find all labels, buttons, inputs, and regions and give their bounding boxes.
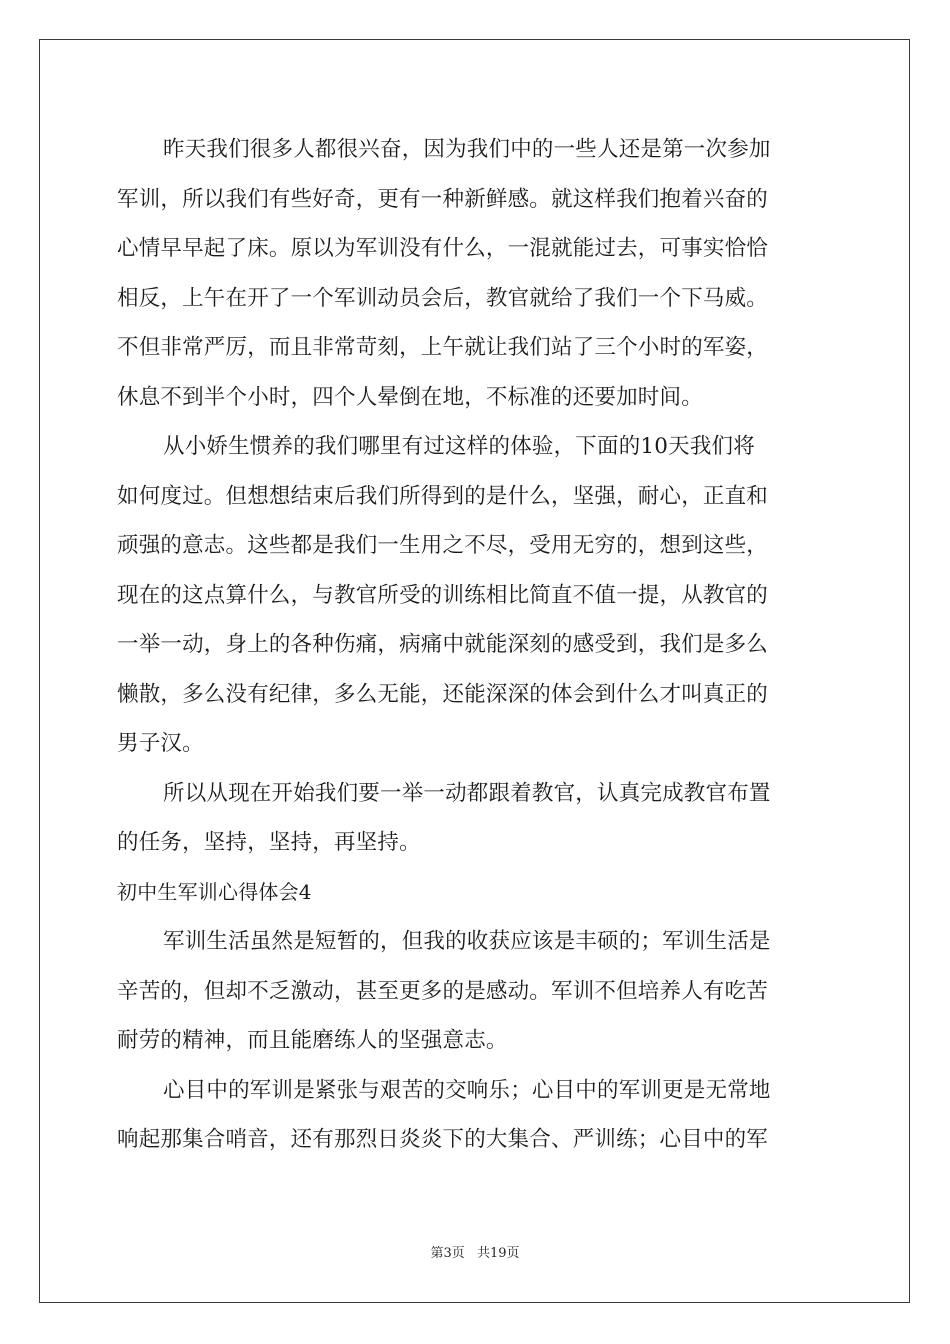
paragraph-line: 昨天我们很多人都很兴奋，因为我们中的一些人还是第一次参加 (163, 137, 771, 162)
paragraph-line: 心情早早起了床。原以为军训没有什么，一混就能过去，可事实恰恰 (117, 236, 769, 261)
document-body (117, 125, 835, 1165)
paragraph-line: 休息不到半个小时，四个人晕倒在地，不标准的还要加时间。 (117, 384, 703, 410)
paragraph-line: 军训，所以我们有些好奇，更有一种新鲜感。就这样我们抱着兴奋的 (117, 186, 769, 212)
paragraph-line: 耐劳的精神，而且能磨练人的坚强意志。 (117, 1028, 508, 1053)
paragraph-line: 军训生活虽然是短暂的，但我的收获应该是丰硕的；军训生活是 (163, 929, 771, 954)
paragraph-line: 不但非常严厉，而且非常苛刻，上午就让我们站了三个小时的军姿， (117, 335, 769, 360)
paragraph-line: 懒散，多么没有纪律，多么无能，还能深深的体会到什么才叫真正的 (117, 681, 769, 707)
paragraph-line: 辛苦的，但却不乏激动，甚至更多的是感动。军训不但培养人有吃苦 (117, 978, 769, 1004)
paragraph-line: 一举一动，身上的各种伤痛，病痛中就能深刻的感受到，我们是多么 (117, 632, 769, 657)
section-heading: 初中生军训心得体会4 (117, 879, 312, 904)
paragraph-line: 心目中的军训是紧张与艰苦的交响乐；心目中的军训更是无常地 (163, 1077, 771, 1103)
page-footer (0, 1242, 950, 1261)
paragraph-line: 相反，上午在开了一个军训动员会后，教官就给了我们一个下马威。 (117, 285, 769, 311)
page-total: 共19页 (476, 1246, 520, 1261)
paragraph-line: 所以从现在开始我们要一举一动都跟着教官，认真完成教官布置 (163, 780, 771, 806)
paragraph-line: 从小娇生惯养的我们哪里有过这样的体验，下面的10天我们将 (163, 434, 755, 459)
page-number: 第3页 (430, 1246, 465, 1261)
paragraph-line: 男子汉。 (117, 731, 204, 756)
paragraph-line: 响起那集合哨音，还有那烈日炎炎下的大集合、严训练；心目中的军 (117, 1127, 769, 1152)
paragraph-line: 现在的这点算什么，与教官所受的训练相比简直不值一提，从教官的 (117, 582, 769, 608)
paragraph-line: 顽强的意志。这些都是我们一生用之不尽，受用无穷的，想到这些， (117, 533, 769, 558)
paragraph-line: 的任务，坚持，坚持，再坚持。 (117, 830, 421, 855)
paragraph-line: 如何度过。但想想结束后我们所得到的是什么，坚强，耐心，正直和 (117, 483, 769, 509)
